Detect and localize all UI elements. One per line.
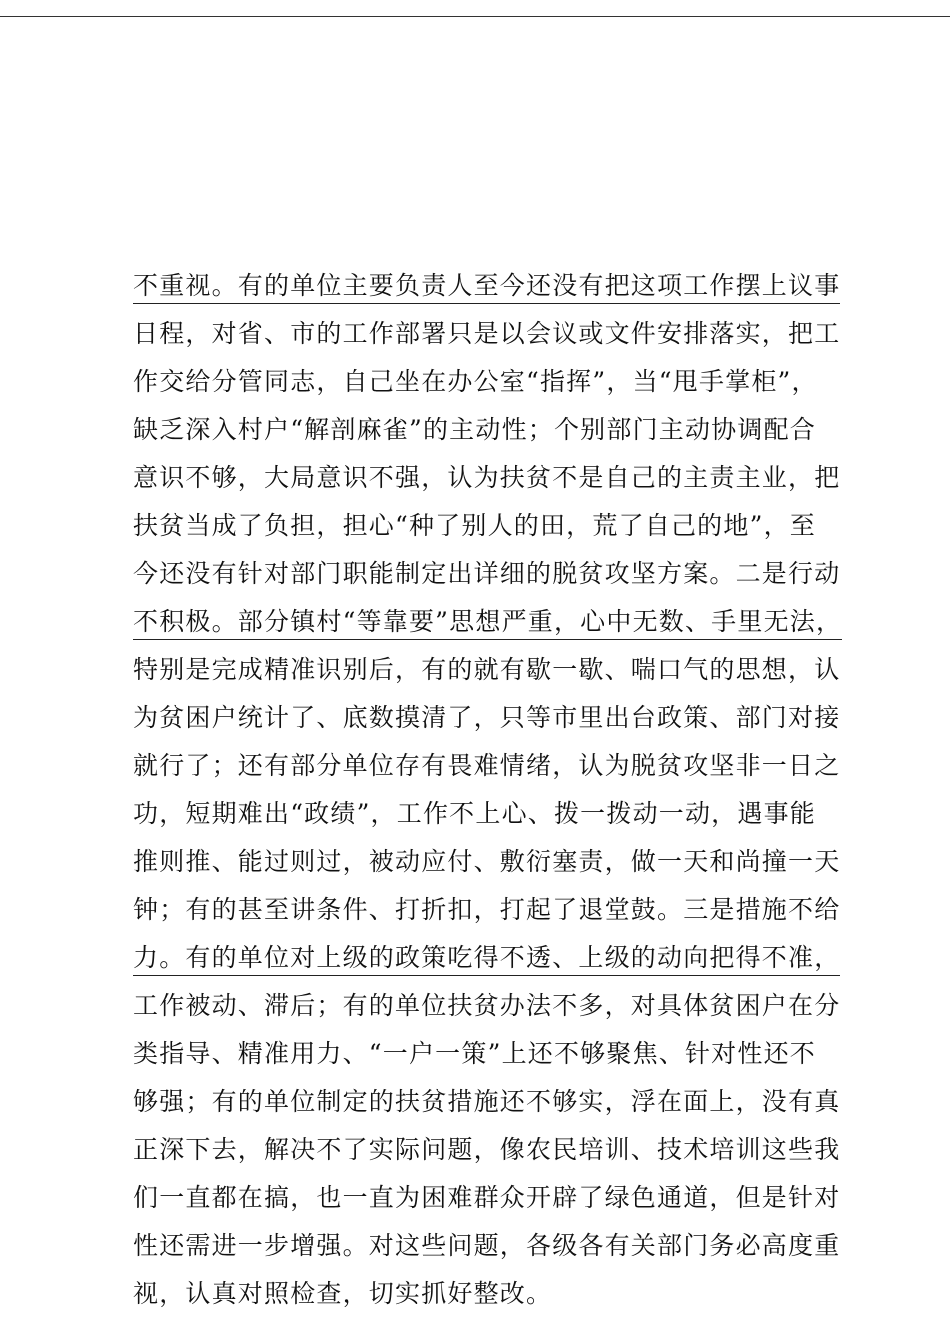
text-line bbox=[133, 1270, 853, 1318]
line-text: 不重视。有的单位主要负责人至今还没有把这项工作摆上议事 bbox=[133, 271, 840, 304]
text-line bbox=[133, 502, 853, 550]
line-text: 为贫困户统计了、底数摸清了，只等市里出台政策、部门对接 bbox=[133, 703, 841, 732]
text-line bbox=[133, 790, 853, 838]
text-line bbox=[133, 1030, 853, 1078]
line-text: 功，短期难出“政绩”，工作不上心、拨一拨动一动，遇事能 bbox=[133, 799, 816, 828]
line-text: 今还没有针对部门职能制定出详细的脱贫攻坚方案。二是行动 bbox=[133, 559, 841, 588]
line-text: 工作被动、滞后；有的单位扶贫办法不多，对具体贫困户在分 bbox=[133, 991, 841, 1020]
line-text: 们一直都在搞，也一直为困难群众开辟了绿色通道，但是针对 bbox=[133, 1183, 841, 1212]
text-line bbox=[133, 550, 853, 598]
line-text: 缺乏深入村户“解剖麻雀”的主动性；个别部门主动协调配合 bbox=[133, 415, 816, 444]
underlined-text-line bbox=[133, 598, 853, 646]
line-text: 扶贫当成了负担，担心“种了别人的田，荒了自己的地”，至 bbox=[133, 511, 816, 540]
text-line bbox=[133, 1222, 853, 1270]
line-text: 推则推、能过则过，被动应付、敷衍塞责，做一天和尚撞一天 bbox=[133, 847, 841, 876]
line-text: 类指导、精准用力、“一户一策”上还不够聚焦、针对性还不 bbox=[133, 1039, 816, 1068]
line-text: 正深下去，解决不了实际问题，像农民培训、技术培训这些我 bbox=[133, 1135, 841, 1164]
line-text: 特别是完成精准识别后，有的就有歇一歇、喘口气的思想，认 bbox=[133, 655, 841, 684]
underlined-text-line bbox=[133, 934, 853, 982]
text-line bbox=[133, 406, 853, 454]
text-line bbox=[133, 742, 853, 790]
text-line bbox=[133, 694, 853, 742]
text-line bbox=[133, 310, 853, 358]
line-text: 日程，对省、市的工作部署只是以会议或文件安排落实，把工 bbox=[133, 319, 841, 348]
text-line bbox=[133, 358, 853, 406]
line-text: 作交给分管同志，自己坐在办公室“指挥”，当“甩手掌柜”， bbox=[133, 367, 818, 396]
line-text: 就行了；还有部分单位存有畏难情绪，认为脱贫攻坚非一日之 bbox=[133, 751, 841, 780]
line-text: 钟；有的甚至讲条件、打折扣，打起了退堂鼓。三是措施不给 bbox=[133, 895, 841, 924]
line-text: 性还需进一步增强。对这些问题，各级各有关部门务必高度重 bbox=[133, 1231, 841, 1260]
text-line bbox=[133, 982, 853, 1030]
line-text: 视，认真对照检查，切实抓好整改。 bbox=[133, 1279, 553, 1308]
document-body bbox=[133, 262, 853, 1318]
text-line bbox=[133, 454, 853, 502]
underlined-text-line bbox=[133, 262, 853, 310]
text-line bbox=[133, 1078, 853, 1126]
line-text: 力。有的单位对上级的政策吃得不透、上级的动向把得不准， bbox=[133, 943, 840, 976]
line-text: 够强；有的单位制定的扶贫措施还不够实，浮在面上，没有真 bbox=[133, 1087, 841, 1116]
text-line bbox=[133, 646, 853, 694]
text-line bbox=[133, 886, 853, 934]
text-line bbox=[133, 838, 853, 886]
line-text: 不积极。部分镇村“等靠要”思想严重，心中无数、手里无法， bbox=[133, 607, 842, 640]
line-text: 意识不够，大局意识不强，认为扶贫不是自己的主责主业，把 bbox=[133, 463, 841, 492]
header-rule bbox=[0, 16, 950, 17]
text-line bbox=[133, 1174, 853, 1222]
text-line bbox=[133, 1126, 853, 1174]
